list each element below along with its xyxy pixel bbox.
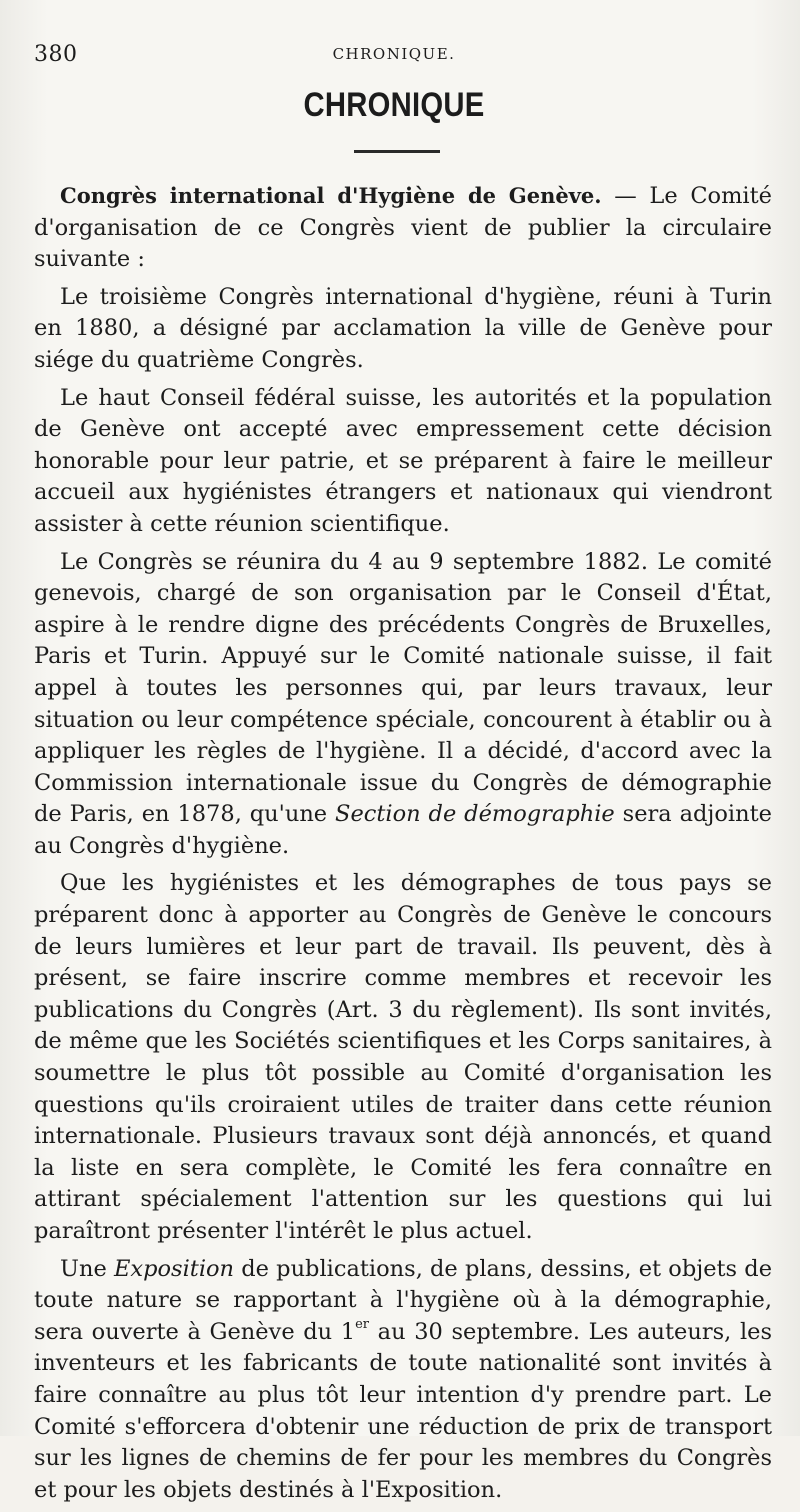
- paragraph-lead-heading: Congrès international d'Hygiène de Genève.: [60, 183, 602, 208]
- paragraph-6-text-a: Une: [60, 1255, 114, 1282]
- paragraph-1: [34, 180, 772, 276]
- paragraph-6-text-b: de publications, de plans, dessins, et objets de toute nature se rapportant à l'hygiène où à la démographie, sera ouverte à Genève du 1: [34, 1255, 773, 1345]
- paragraph-6-italic: Exposition: [113, 1255, 235, 1282]
- chapter-title: CHRONIQUE: [303, 86, 485, 124]
- paragraph-4: [34, 547, 772, 863]
- running-title: CHRONIQUE.: [332, 45, 456, 63]
- title-divider: [354, 150, 440, 153]
- paragraph-4-italic: Section de démographie: [335, 801, 615, 828]
- article-body: [34, 180, 772, 1512]
- paragraph-3: Le haut Conseil fédéral suisse, les autorités et la population de Genève ont accepté avec empressement cette décision honorable pour leur patrie, et se préparent à faire le meilleur accueil aux hygiénistes étrangers et nationaux qui viendront assister à cette réunion scientifique.: [34, 384, 772, 537]
- paragraph-6-text-c: au 30 septembre. Les auteurs, les inventeurs et les fabricants de toute nationalité sont invités à faire connaître au plus tôt leur intention d'y prendre part. Le Comité s'efforcera d'obtenir une réduction de prix de transport sur les lignes de chemins de fer pour les membres du Congrès et pour les objets destinés à l'Exposition.: [34, 1318, 772, 1503]
- paragraph-4-text-b: sera adjointe au Congrès d'hygiène.: [34, 801, 772, 859]
- paragraph-5: Que les hygiénistes et les démographes de tous pays se préparent donc à apporter au Congrès de Genève le concours de leurs lumières et leur part de travail. Ils peuvent, dès à présent, se faire inscrire comme membres et recevoir les publications du Congrès (Art. 3 du règlement). Ils sont invités, de même que les Sociétés scientifiques et les Corps sanitaires, à soumettre le plus tôt possible au Comité d'organisation les questions qu'ils croiraient utiles de traiter dans cette réunion internationale. Plusieurs travaux sont déjà annoncés, et quand la liste en sera complète, le Comité les fera connaître en attirant spécialement l'attention sur les questions qui lui paraîtront présenter l'intérêt le plus actuel.: [34, 870, 772, 1244]
- page-number: 380: [34, 42, 78, 67]
- paragraph-6: [34, 1254, 772, 1507]
- paragraph-1-text: — Le Comité d'organisation de ce Congrès vient de publier la circulaire suivante :: [34, 183, 772, 273]
- paragraph-6-superscript: er: [355, 1317, 370, 1333]
- paragraph-4-text-a: Le Congrès se réunira du 4 au 9 septembre 1882. Le comité genevois, chargé de son organisation par le Conseil d'État, aspire à le rendre digne des précédents Congrès de Bruxelles, Paris et Turin. Appuyé sur le Comité nationale suisse, il fait appel à toutes les personnes qui, par leurs travaux, leur situation ou leur compétence spéciale, concourent à établir ou à appliquer les règles de l'hygiène. Il a décidé, d'accord avec la Commission internationale issue du Congrès de démographie de Paris, en 1878, qu'une: [34, 548, 772, 828]
- running-head: [34, 42, 754, 68]
- paragraph-2: Le troisième Congrès international d'hygiène, réuni à Turin en 1880, a désigné par acclamation la ville de Genève pour siége du quatrième Congrès.: [34, 283, 772, 373]
